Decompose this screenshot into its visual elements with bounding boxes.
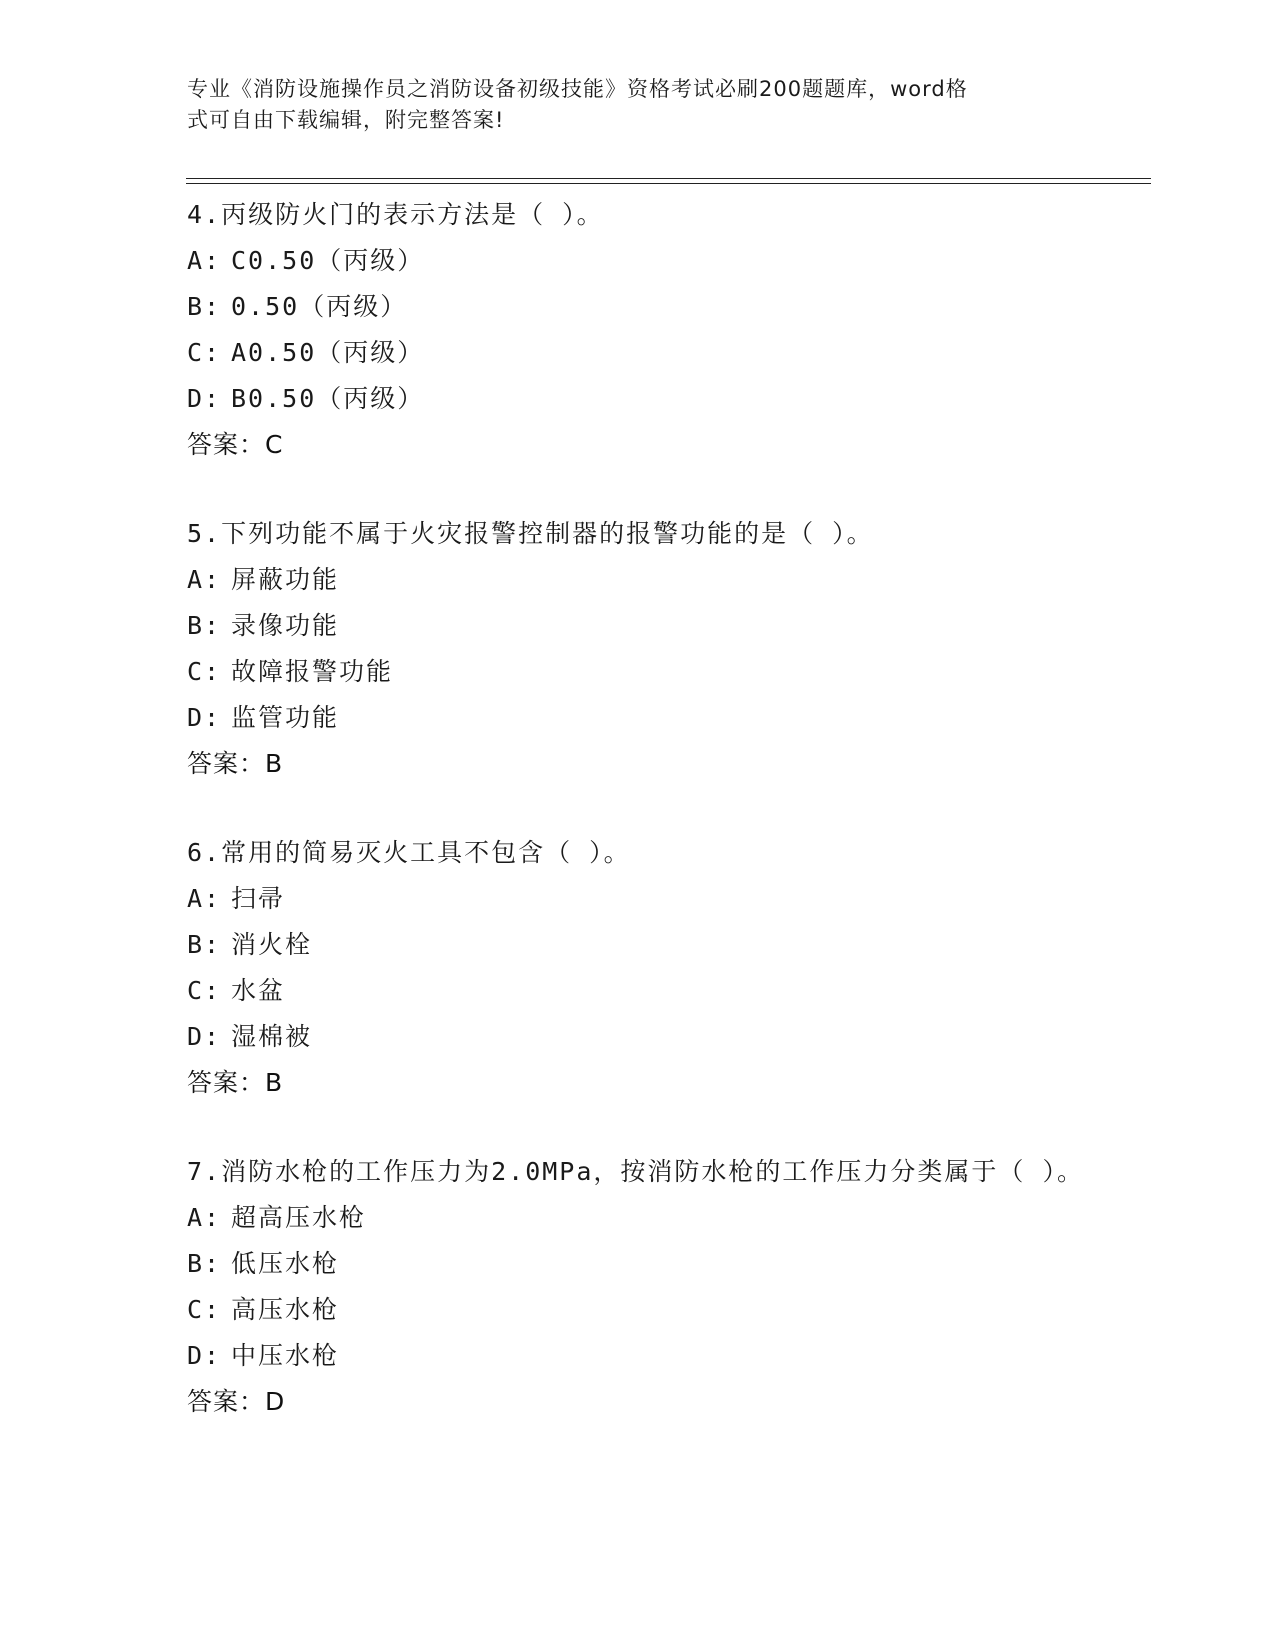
option-b	[187, 603, 1087, 649]
option-key: A:	[187, 884, 222, 913]
header-title-line-1: 专业《消防设施操作员之消防设备初级技能》资格考试必刷200题题库，word格	[187, 77, 968, 101]
option-d	[187, 1014, 1087, 1060]
question-stem: 7.消防水枪的工作压力为2.0MPa，按消防水枪的工作压力分类属于（ ）。	[187, 1157, 1084, 1186]
option-c	[187, 649, 1087, 695]
option-key: D:	[187, 703, 222, 732]
question-stem: 5.下列功能不属于火灾报警控制器的报警功能的是（ ）。	[187, 519, 874, 548]
option-key: B:	[187, 1249, 222, 1278]
option-d	[187, 1333, 1087, 1379]
header-divider-bottom	[186, 183, 1151, 184]
question-stem: 6.常用的简易灭火工具不包含（ ）。	[187, 838, 631, 867]
option-b	[187, 284, 1087, 330]
option-key: A:	[187, 246, 222, 275]
option-key: C:	[187, 338, 222, 367]
question-stem: 4.丙级防火门的表示方法是（ ）。	[187, 200, 604, 229]
option-key: C:	[187, 1295, 222, 1324]
option-key: A:	[187, 1203, 222, 1232]
option-text: 高压水枪	[231, 1295, 340, 1324]
option-a	[187, 876, 1087, 922]
option-text: C0.50（丙级）	[231, 246, 425, 275]
header-divider-top	[186, 178, 1151, 179]
option-key: D:	[187, 1022, 222, 1051]
option-d	[187, 695, 1087, 741]
option-b	[187, 922, 1087, 968]
question-list	[187, 192, 1087, 1468]
option-text: 故障报警功能	[231, 657, 394, 686]
option-c	[187, 1287, 1087, 1333]
option-a	[187, 557, 1087, 603]
option-text: 中压水枪	[231, 1341, 340, 1370]
option-key: D:	[187, 1341, 222, 1370]
option-key: B:	[187, 930, 222, 959]
document-header	[187, 74, 1067, 136]
option-text: 0.50（丙级）	[231, 292, 408, 321]
option-c	[187, 968, 1087, 1014]
header-title-line-2: 式可自由下载编辑，附完整答案!	[187, 108, 505, 132]
option-key: C:	[187, 976, 222, 1005]
answer-line: 答案：B	[187, 1068, 284, 1097]
option-a	[187, 1195, 1087, 1241]
option-text: 监管功能	[231, 703, 340, 732]
option-text: 低压水枪	[231, 1249, 340, 1278]
option-text: 水盆	[231, 976, 286, 1005]
option-text: 屏蔽功能	[231, 565, 340, 594]
option-text: 消火栓	[231, 930, 313, 959]
option-text: 扫帚	[231, 884, 286, 913]
option-key: B:	[187, 611, 222, 640]
option-key: B:	[187, 292, 222, 321]
answer-line: 答案：C	[187, 430, 284, 459]
option-text: 湿棉被	[231, 1022, 313, 1051]
question-7	[187, 1149, 1087, 1425]
option-key: A:	[187, 565, 222, 594]
question-4	[187, 192, 1087, 468]
option-c	[187, 330, 1087, 376]
option-a	[187, 238, 1087, 284]
option-text: B0.50（丙级）	[231, 384, 425, 413]
question-5	[187, 511, 1087, 787]
option-b	[187, 1241, 1087, 1287]
question-6	[187, 830, 1087, 1106]
option-key: D:	[187, 384, 222, 413]
option-key: C:	[187, 657, 222, 686]
option-text: 录像功能	[231, 611, 340, 640]
answer-line: 答案：D	[187, 1387, 286, 1416]
answer-line: 答案：B	[187, 749, 284, 778]
option-text: 超高压水枪	[231, 1203, 367, 1232]
option-text: A0.50（丙级）	[231, 338, 425, 367]
option-d	[187, 376, 1087, 422]
